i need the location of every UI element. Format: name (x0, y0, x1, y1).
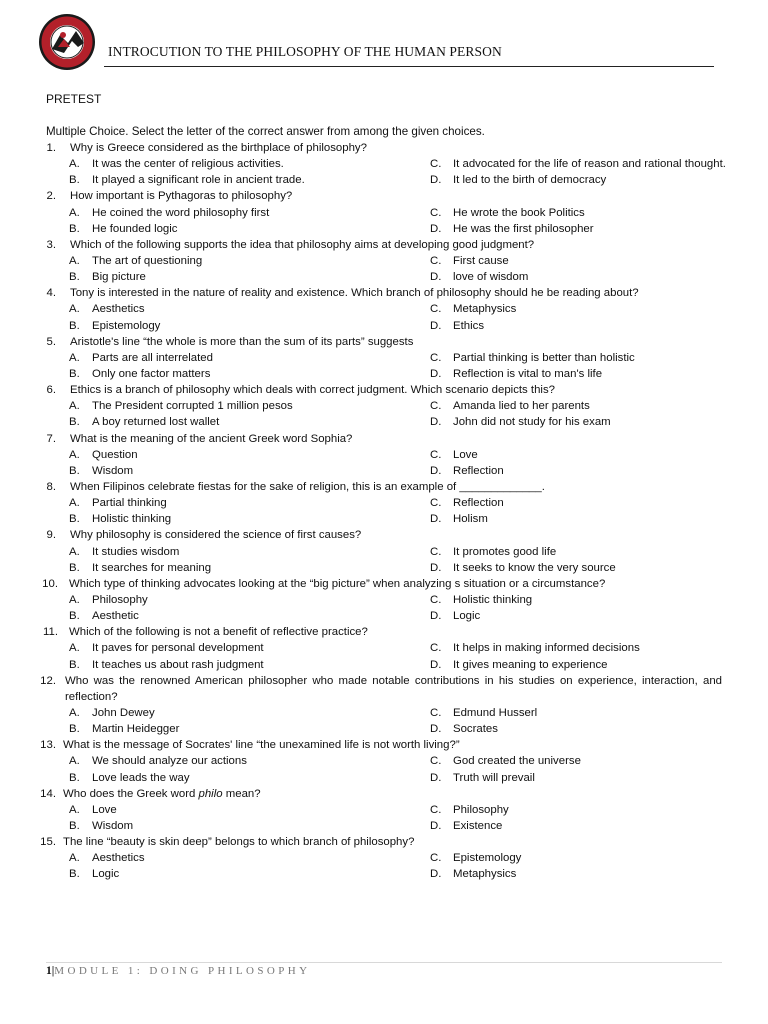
option-letter-a: A. (69, 706, 80, 719)
option-row (0, 640, 768, 656)
option-text-d: It led to the birth of democracy (453, 174, 607, 187)
option-text-d: Existence (453, 819, 503, 832)
question-text: Tony is interested in the nature of reality and existence. Which branch of philosophy should he be reading about? (70, 287, 639, 300)
option-row (0, 770, 768, 786)
option-row (0, 463, 768, 479)
option-letter-c: C. (430, 642, 442, 655)
option-text-b: He founded logic (92, 222, 178, 235)
option-row (0, 866, 768, 882)
option-row (0, 544, 768, 560)
question-text: When Filipinos celebrate fiestas for the sake of religion, this is an example of _____________. (70, 480, 545, 493)
option-text-c: It advocated for the life of reason and rational thought. (453, 158, 726, 171)
option-row (0, 802, 768, 818)
question-13 (0, 737, 768, 753)
option-text-b: Love leads the way (92, 771, 190, 784)
section-heading: PRETEST (46, 92, 102, 106)
option-text-a: Parts are all interrelated (92, 351, 213, 364)
option-letter-d: D. (430, 513, 442, 526)
question-7 (0, 431, 768, 447)
question-3 (0, 237, 768, 253)
option-letter-d: D. (430, 723, 442, 736)
option-text-b: Big picture (92, 271, 146, 284)
question-9 (0, 527, 768, 543)
option-text-a: Question (92, 448, 138, 461)
option-letter-c: C. (430, 303, 442, 316)
option-letter-b: B. (69, 658, 80, 671)
question-2 (0, 188, 768, 204)
question-number: 11. (43, 626, 58, 639)
option-row (0, 818, 768, 834)
option-text-a: It studies wisdom (92, 545, 180, 558)
option-letter-d: D. (430, 658, 442, 671)
question-10 (0, 576, 768, 592)
question-text: Which of the following supports the idea that philosophy aims at developing good judgment? (70, 238, 535, 251)
option-text-b: It teaches us about rash judgment (92, 658, 264, 671)
option-row (0, 172, 768, 188)
option-letter-c: C. (430, 400, 442, 413)
option-text-d: love of wisdom (453, 271, 529, 284)
option-row (0, 753, 768, 769)
footer-separator: | (51, 965, 55, 977)
option-letter-a: A. (69, 803, 80, 816)
option-row (0, 301, 768, 317)
option-letter-c: C. (430, 206, 442, 219)
option-letter-d: D. (430, 367, 442, 380)
question-number: 15. (40, 836, 56, 849)
option-row (0, 366, 768, 382)
option-letter-b: B. (69, 174, 80, 187)
option-letter-c: C. (430, 545, 442, 558)
option-text-c: Metaphysics (453, 303, 517, 316)
question-number: 1. (46, 142, 56, 154)
option-letter-b: B. (69, 723, 80, 736)
option-letter-b: B. (69, 319, 80, 332)
option-text-c: Love (453, 448, 478, 461)
question-number: 5. (46, 335, 56, 348)
option-text-b: Wisdom (92, 819, 134, 832)
option-letter-a: A. (69, 254, 80, 267)
option-row (0, 511, 768, 527)
option-letter-d: D. (430, 319, 442, 332)
question-number: 14. (40, 787, 56, 800)
option-letter-d: D. (430, 464, 442, 477)
option-row (0, 560, 768, 576)
option-row (0, 495, 768, 511)
option-letter-c: C. (430, 593, 442, 606)
question-text: Who does the Greek word philo mean? (63, 787, 261, 800)
school-logo (38, 13, 96, 71)
option-letter-a: A. (69, 593, 80, 606)
italic-term: philo (198, 787, 223, 800)
option-letter-b: B. (69, 367, 80, 380)
option-text-c: Holistic thinking (453, 593, 533, 606)
option-row (0, 592, 768, 608)
option-text-b: It searches for meaning (92, 561, 212, 574)
option-text-c: Reflection (453, 497, 504, 510)
question-number: 8. (46, 480, 56, 493)
question-14 (0, 786, 768, 802)
option-letter-a: A. (69, 400, 80, 413)
question-text: Why is Greece considered as the birthplace of philosophy? (70, 142, 367, 154)
header-divider (104, 66, 714, 67)
option-row (0, 156, 768, 172)
option-letter-d: D. (430, 771, 442, 784)
footer-divider (46, 962, 722, 963)
option-text-d: Metaphysics (453, 868, 517, 881)
option-letter-c: C. (430, 448, 442, 461)
option-row (0, 721, 768, 737)
option-text-a: Aesthetics (92, 303, 145, 316)
option-row (0, 253, 768, 269)
option-row (0, 850, 768, 866)
page-footer (46, 965, 310, 977)
option-text-b: Martin Heidegger (92, 723, 180, 736)
option-letter-d: D. (430, 610, 442, 623)
option-text-c: He wrote the book Politics (453, 206, 585, 219)
question-list (0, 140, 768, 882)
option-text-d: Reflection is vital to man's life (453, 367, 603, 380)
option-letter-b: B. (69, 868, 80, 881)
option-text-a: The President corrupted 1 million pesos (92, 400, 293, 413)
option-letter-c: C. (430, 852, 442, 865)
option-row (0, 269, 768, 285)
question-text: What is the message of Socrates' line “the unexamined life is not worth living?” (63, 739, 460, 752)
question-4 (0, 285, 768, 301)
question-text: How important is Pythagoras to philosophy? (70, 190, 293, 203)
option-letter-a: A. (69, 351, 80, 364)
option-text-d: Logic (453, 610, 481, 623)
option-letter-c: C. (430, 803, 442, 816)
option-letter-b: B. (69, 271, 80, 284)
question-text: Who was the renowned American philosopher who made notable contributions in his studies on experience, interaction, and reflection? (65, 674, 722, 703)
option-letter-a: A. (69, 545, 80, 558)
option-text-a: Partial thinking (92, 497, 167, 510)
option-letter-b: B. (69, 771, 80, 784)
option-text-a: Aesthetics (92, 852, 145, 865)
option-text-a: It paves for personal development (92, 642, 264, 655)
option-text-b: Holistic thinking (92, 513, 172, 526)
option-text-d: He was the first philosopher (453, 222, 594, 235)
option-letter-b: B. (69, 513, 80, 526)
option-letter-c: C. (430, 158, 442, 171)
option-letter-d: D. (430, 222, 442, 235)
option-row (0, 205, 768, 221)
module-label: MODULE 1: DOING PHILOSOPHY (54, 965, 311, 977)
document-title: INTROCUTION TO THE PHILOSOPHY OF THE HUMAN PERSON (108, 44, 502, 59)
option-text-b: Only one factor matters (92, 367, 211, 380)
option-letter-d: D. (430, 819, 442, 832)
option-letter-a: A. (69, 852, 80, 865)
question-number: 7. (46, 432, 56, 445)
question-text: Which of the following is not a benefit of reflective practice? (69, 626, 368, 639)
option-text-a: It was the center of religious activities. (92, 158, 284, 171)
option-text-d: It gives meaning to experience (453, 658, 608, 671)
option-letter-d: D. (430, 271, 442, 284)
option-letter-a: A. (69, 497, 80, 510)
question-text: Why philosophy is considered the science of first causes? (70, 529, 362, 542)
instructions: Multiple Choice. Select the letter of the correct answer from among the given choices. (46, 125, 485, 138)
option-text-a: He coined the word philosophy first (92, 206, 270, 219)
option-letter-c: C. (430, 497, 442, 510)
option-text-c: Edmund Husserl (453, 706, 538, 719)
question-text: Ethics is a branch of philosophy which deals with correct judgment. Which scenario depicts this? (70, 384, 555, 397)
question-number: 6. (46, 384, 56, 397)
option-text-d: Ethics (453, 319, 485, 332)
option-text-b: A boy returned lost wallet (92, 416, 220, 429)
option-row (0, 705, 768, 721)
option-text-b: Wisdom (92, 464, 134, 477)
option-letter-c: C. (430, 755, 442, 768)
question-6 (0, 382, 768, 398)
option-letter-a: A. (69, 755, 80, 768)
option-letter-c: C. (430, 351, 442, 364)
option-letter-d: D. (430, 868, 442, 881)
question-number: 3. (46, 238, 56, 251)
option-text-d: Truth will prevail (453, 771, 535, 784)
question-15 (0, 834, 768, 850)
option-text-a: Love (92, 803, 117, 816)
option-text-b: Epistemology (92, 319, 161, 332)
question-5 (0, 334, 768, 350)
option-text-c: Amanda lied to her parents (453, 400, 590, 413)
question-12 (0, 673, 768, 705)
option-row (0, 398, 768, 414)
option-text-c: Epistemology (453, 852, 522, 865)
option-letter-b: B. (69, 464, 80, 477)
option-text-c: Philosophy (453, 803, 509, 816)
option-letter-c: C. (430, 254, 442, 267)
question-text: Aristotle's line “the whole is more than the sum of its parts” suggests (70, 335, 414, 348)
question-number: 4. (46, 287, 56, 300)
option-text-d: Holism (453, 513, 488, 526)
option-letter-d: D. (430, 416, 442, 429)
question-number: 10. (42, 577, 58, 590)
question-number: 12. (40, 674, 56, 687)
option-text-d: Socrates (453, 723, 498, 736)
option-text-a: The art of questioning (92, 254, 203, 267)
option-text-a: We should analyze our actions (92, 755, 247, 768)
option-letter-b: B. (69, 222, 80, 235)
option-letter-a: A. (69, 206, 80, 219)
option-text-c: It promotes good life (453, 545, 557, 558)
option-row (0, 318, 768, 334)
option-letter-b: B. (69, 819, 80, 832)
option-text-c: God created the universe (453, 755, 581, 768)
option-row (0, 414, 768, 430)
option-letter-d: D. (430, 174, 442, 187)
option-letter-d: D. (430, 561, 442, 574)
question-text: What is the meaning of the ancient Greek word Sophia? (70, 432, 353, 445)
option-text-c: It helps in making informed decisions (453, 642, 640, 655)
question-1 (0, 140, 768, 156)
option-letter-a: A. (69, 158, 80, 171)
option-text-c: Partial thinking is better than holistic (453, 351, 635, 364)
option-letter-b: B. (69, 610, 80, 623)
question-text: Which type of thinking advocates looking at the “big picture” when analyzing s situation or a circumstance? (69, 577, 606, 590)
option-text-d: It seeks to know the very source (453, 561, 616, 574)
option-letter-b: B. (69, 416, 80, 429)
option-row (0, 608, 768, 624)
option-row (0, 447, 768, 463)
option-text-d: John did not study for his exam (453, 416, 611, 429)
question-number: 13. (40, 739, 56, 752)
question-text: The line “beauty is skin deep” belongs to which branch of philosophy? (63, 836, 415, 849)
option-text-c: First cause (453, 254, 509, 267)
option-letter-a: A. (69, 303, 80, 316)
option-text-b: Logic (92, 868, 120, 881)
option-letter-a: A. (69, 448, 80, 461)
option-text-b: It played a significant role in ancient trade. (92, 174, 305, 187)
option-letter-c: C. (430, 706, 442, 719)
page-number: 1 (46, 965, 52, 977)
option-row (0, 221, 768, 237)
option-letter-a: A. (69, 642, 80, 655)
question-11 (0, 624, 768, 640)
option-text-a: Philosophy (92, 593, 148, 606)
option-text-b: Aesthetic (92, 610, 139, 623)
question-number: 9. (46, 529, 56, 542)
option-row (0, 657, 768, 673)
option-text-d: Reflection (453, 464, 504, 477)
question-8 (0, 479, 768, 495)
option-letter-b: B. (69, 561, 80, 574)
question-number: 2. (46, 190, 56, 203)
option-row (0, 350, 768, 366)
option-text-a: John Dewey (92, 706, 155, 719)
